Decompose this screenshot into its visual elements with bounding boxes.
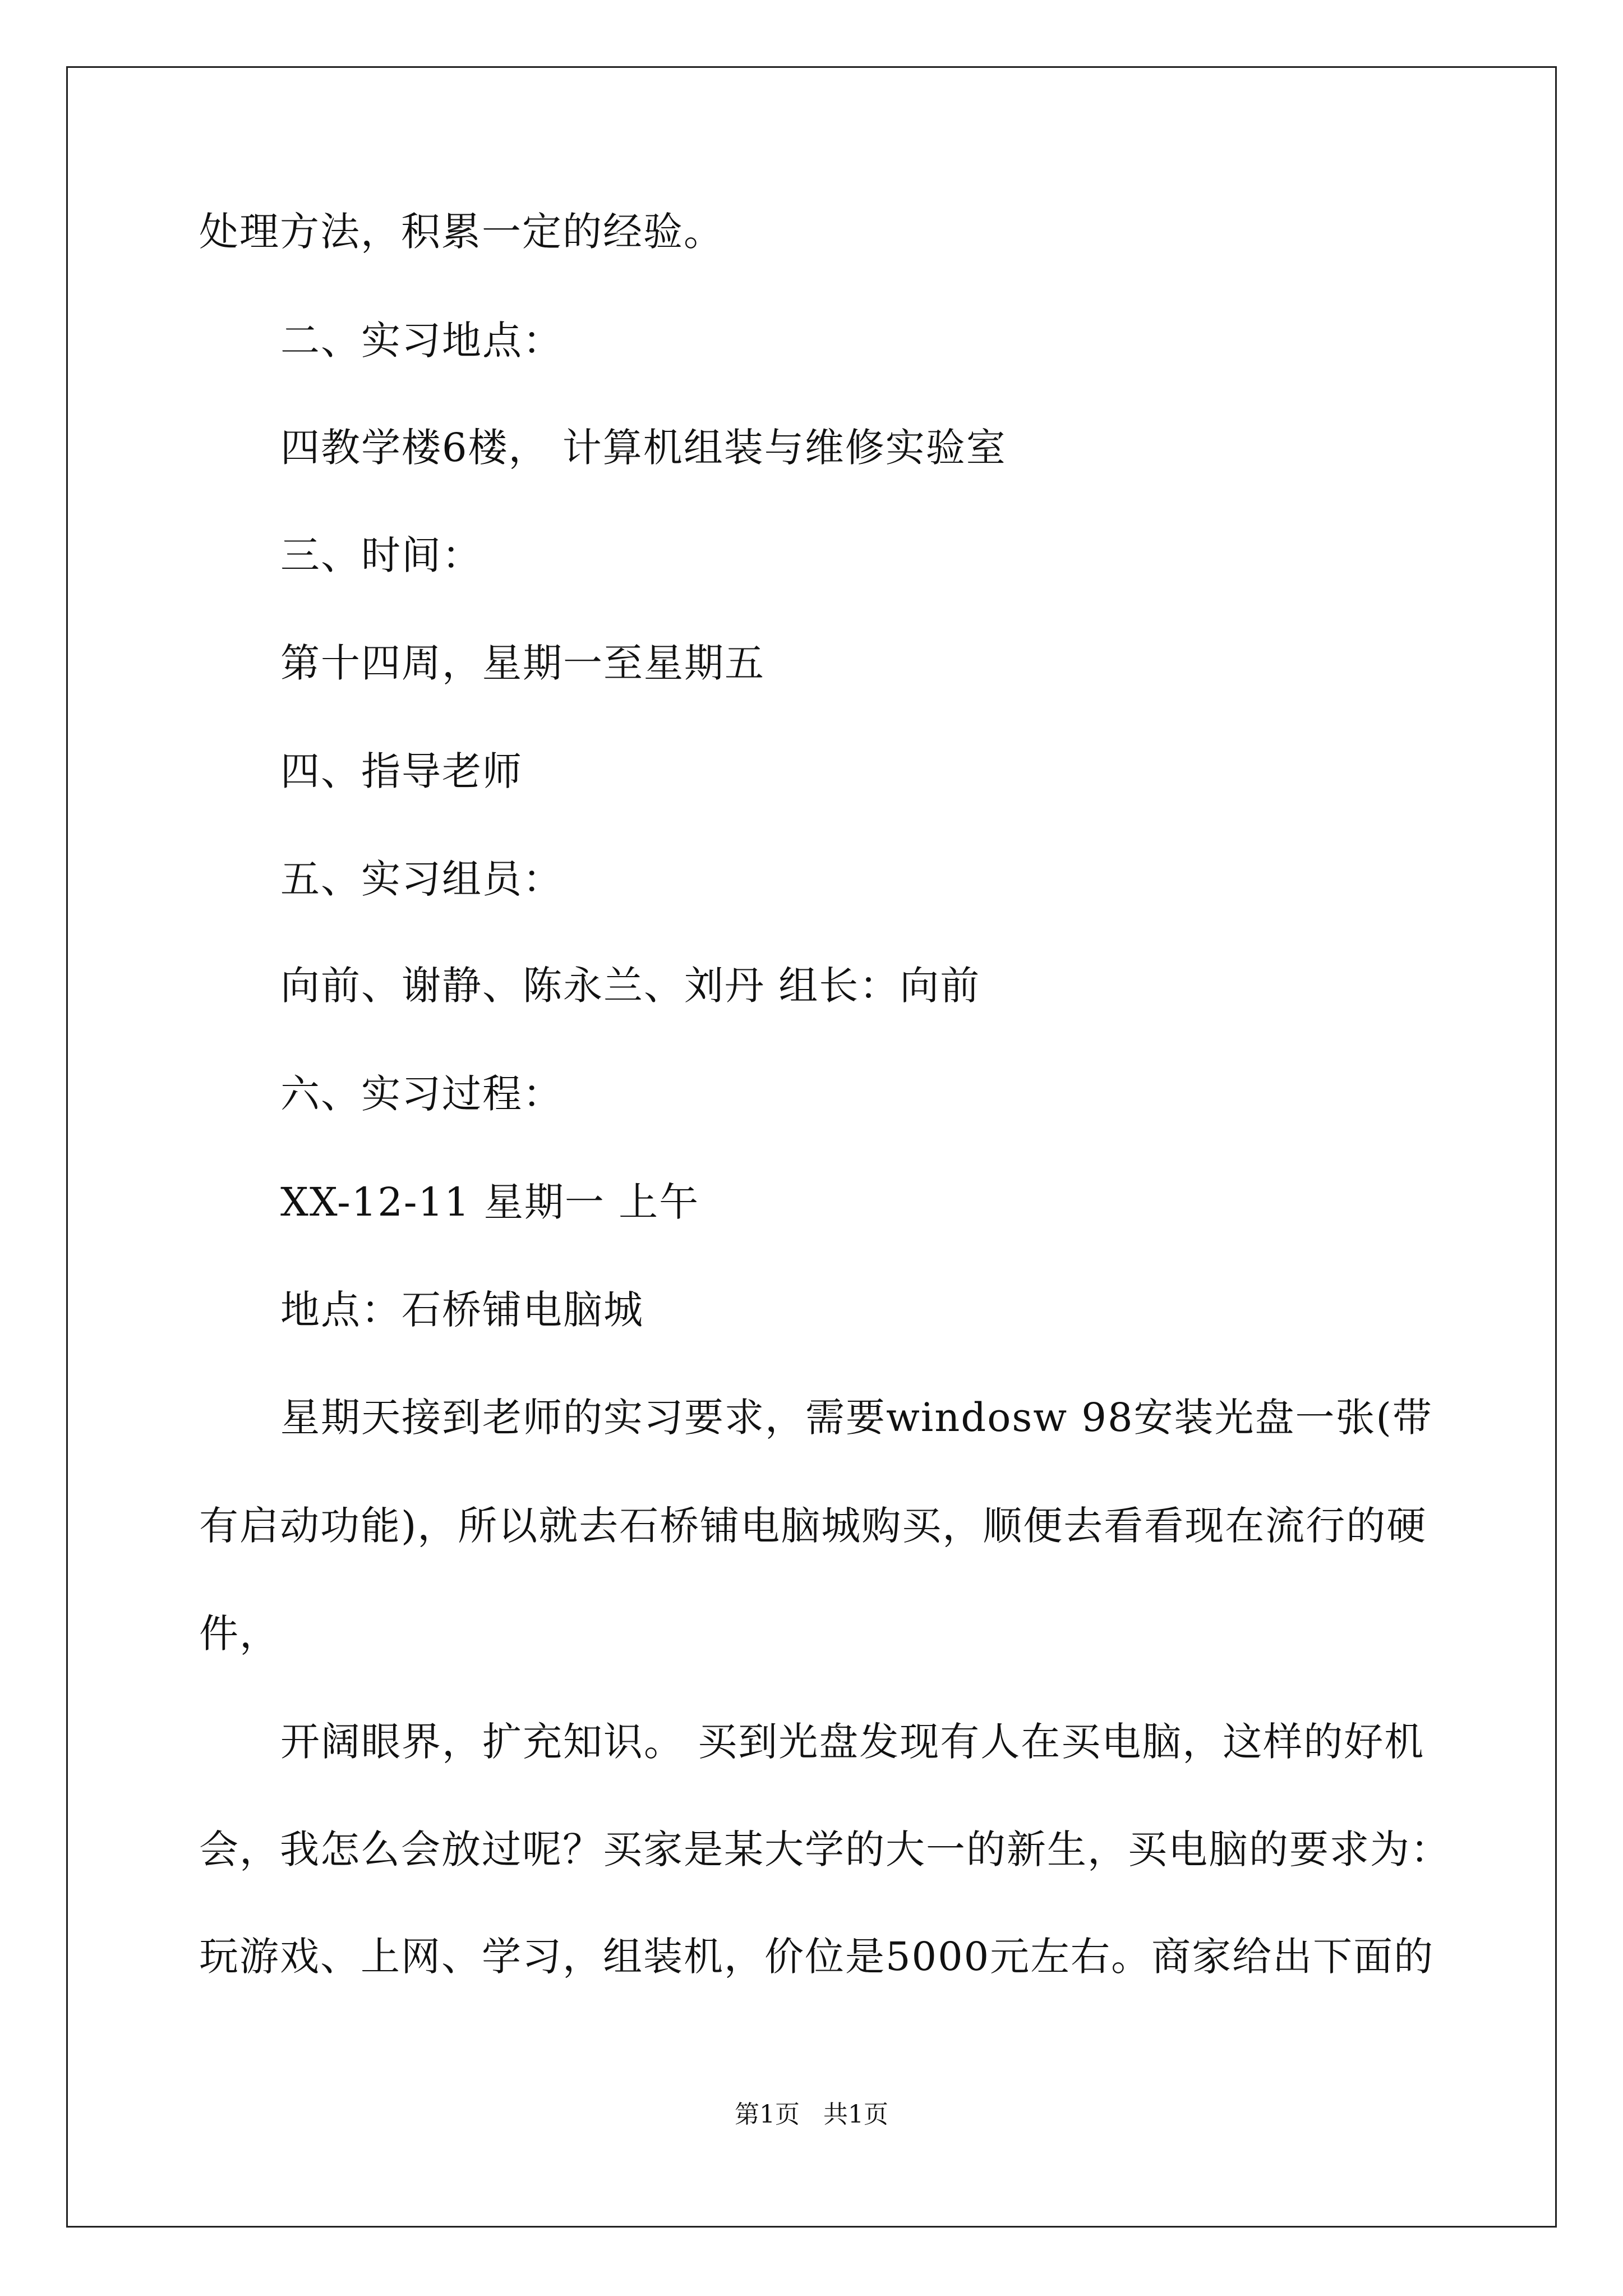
text-line: 第十四周，星期一至星期五 — [280, 640, 765, 686]
text-line: 六、实习过程： — [280, 1071, 563, 1117]
text-line: 件， — [199, 1611, 280, 1657]
text-line: 地点：石桥铺电脑城 — [280, 1287, 644, 1333]
text-line: 三、时间： — [280, 532, 482, 578]
text-line: 有启动功能)，所以就去石桥铺电脑城购买，顺便去看看现在流行的硬 — [199, 1503, 1427, 1549]
page-border — [66, 66, 1557, 2228]
text-line: 五、实习组员： — [280, 856, 563, 902]
text-line: XX-12-11 星期一 上午 — [280, 1179, 700, 1225]
text-line: 处理方法，积累一定的经验。 — [199, 209, 724, 255]
text-line: 玩游戏、上网、学习，组装机，价位是5000元左右。商家给出下面的 — [199, 1934, 1435, 1980]
text-line: 开阔眼界，扩充知识。 买到光盘发现有人在买电脑，这样的好机 — [280, 1719, 1425, 1765]
text-line: 星期天接到老师的实习要求，需要windosw 98安装光盘一张(带 — [280, 1395, 1433, 1441]
text-line: 四教学楼6楼， 计算机组装与维修实验室 — [280, 425, 1007, 471]
page-footer: 第1页 共1页 — [735, 2100, 888, 2129]
text-line: 会，我怎么会放过呢？买家是某大学的大一的新生，买电脑的要求为： — [199, 1826, 1451, 1872]
text-line: 二、实习地点： — [280, 318, 563, 364]
text-line: 四、指导老师 — [280, 748, 523, 794]
text-line: 向前、谢静、陈永兰、刘丹 组长：向前 — [280, 963, 981, 1009]
